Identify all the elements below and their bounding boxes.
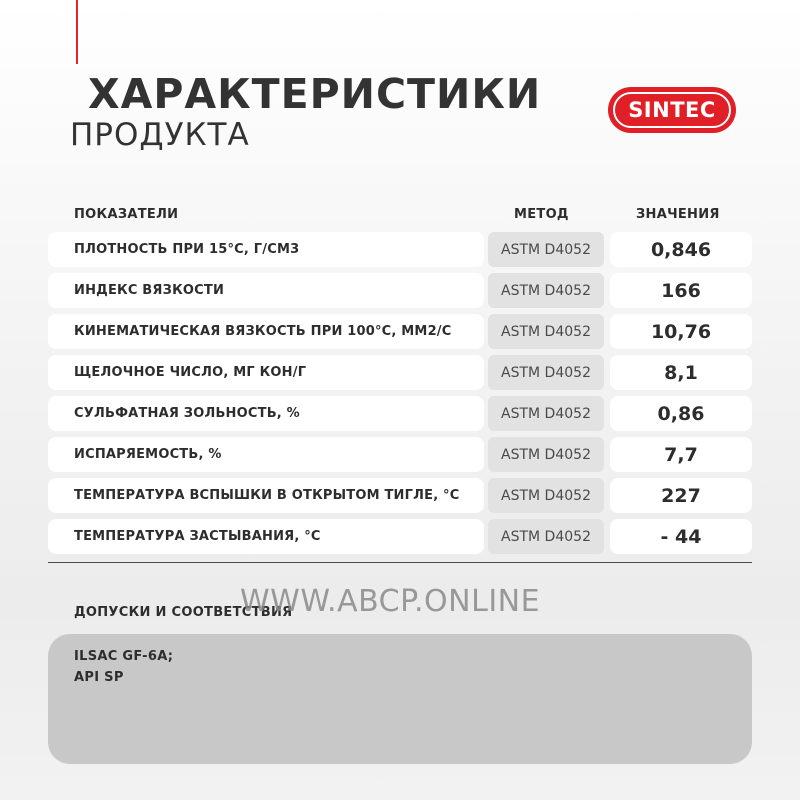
row-value: 7,7 (610, 437, 752, 472)
row-method: ASTM D4052 (488, 519, 604, 554)
row-label: ТЕМПЕРАТУРА ЗАСТЫВАНИЯ, °С (48, 519, 484, 554)
row-label: КИНЕМАТИЧЕСКАЯ ВЯЗКОСТЬ ПРИ 100°С, ММ2/С (48, 314, 484, 349)
row-value: 0,846 (610, 232, 752, 267)
row-value: 166 (610, 273, 752, 308)
table-row (48, 314, 752, 349)
row-method: ASTM D4052 (488, 232, 604, 267)
sintec-logo (608, 87, 736, 133)
approval-item: API SP (74, 670, 124, 685)
table-row (48, 478, 752, 513)
table-row (48, 232, 752, 267)
approval-item: ILSAC GF-6A; (74, 649, 174, 664)
row-value: 227 (610, 478, 752, 513)
row-label: СУЛЬФАТНАЯ ЗОЛЬНОСТЬ, % (48, 396, 484, 431)
accent-line (76, 0, 78, 64)
row-method: ASTM D4052 (488, 355, 604, 390)
page-subtitle: ПРОДУКТА (70, 117, 250, 153)
row-method: ASTM D4052 (488, 478, 604, 513)
table-row (48, 519, 752, 554)
row-label: ЩЕЛОЧНОЕ ЧИСЛО, МГ КОН/Г (48, 355, 484, 390)
table-row (48, 273, 752, 308)
row-method: ASTM D4052 (488, 396, 604, 431)
row-label: ИНДЕКС ВЯЗКОСТИ (48, 273, 484, 308)
row-method: ASTM D4052 (488, 314, 604, 349)
page-title: ХАРАКТЕРИСТИКИ (88, 70, 542, 118)
table-row (48, 437, 752, 472)
row-method: ASTM D4052 (488, 437, 604, 472)
approvals-box (48, 634, 752, 764)
row-value: 10,76 (610, 314, 752, 349)
row-label: ТЕМПЕРАТУРА ВСПЫШКИ В ОТКРЫТОМ ТИГЛЕ, °С (48, 478, 484, 513)
row-value: 8,1 (610, 355, 752, 390)
row-value: - 44 (610, 519, 752, 554)
row-label: ПЛОТНОСТЬ ПРИ 15°С, Г/СМ3 (48, 232, 484, 267)
row-label: ИСПАРЯЕМОСТЬ, % (48, 437, 484, 472)
table-row (48, 355, 752, 390)
column-header-parameters: ПОКАЗАТЕЛИ (74, 207, 179, 222)
column-header-values: ЗНАЧЕНИЯ (636, 207, 720, 222)
logo-text: SINTEC (613, 92, 731, 128)
table-row (48, 396, 752, 431)
row-method: ASTM D4052 (488, 273, 604, 308)
section-divider (48, 562, 752, 563)
column-header-method: МЕТОД (514, 207, 569, 222)
row-value: 0,86 (610, 396, 752, 431)
approvals-title: ДОПУСКИ И СООТВЕТСТВИЯ (74, 605, 293, 620)
watermark: WWW.ABCP.ONLINE (240, 584, 541, 619)
